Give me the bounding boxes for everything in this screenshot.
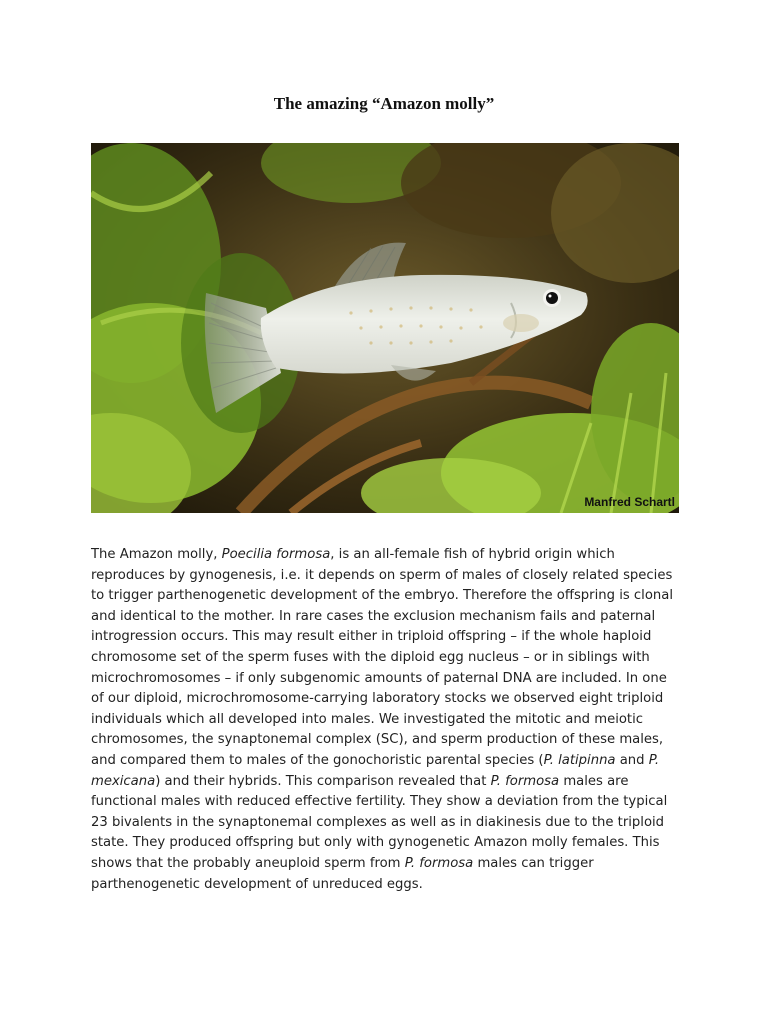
amazon-molly-photo — [91, 143, 679, 513]
species-name: P. mexicana — [91, 752, 660, 789]
text-segment: , is an all-female fish of hybrid origin which reproduces by gynogenesis, i.e. it depends on sperm of males of closely related species to trigger parthenogenetic development of the embryo. Therefore the offspring is clonal and identical to the mother. In rare cases the exclusion mechanism fails and paternal introgression occurs. This may result either in triploid offspring – if the whole haploid chromosome set of the sperm fuses with the diploid egg nucleus – or in siblings with microchromosomes – if only subgenomic amounts of paternal DNA are included. In one of our diploid, microchromosome-carrying laboratory stocks we observed eight triploid individuals which all developed into males. We investigated the mitotic and meiotic chromosomes, the synaptonemal complex (SC), and sperm production of these males, and compared them to males of the gonochoristic parental species ( — [91, 547, 674, 768]
species-name: P. formosa — [404, 855, 474, 871]
text-segment: ) and their hybrids. This comparison revealed that — [155, 773, 491, 789]
text-segment: males can trigger parthenogenetic development of unreduced eggs. — [91, 855, 594, 892]
text-segment: and — [615, 752, 649, 768]
species-name: P. formosa — [490, 773, 560, 789]
text-segment: The Amazon molly, — [91, 547, 222, 562]
fish-illustration — [91, 143, 679, 513]
abstract-paragraph — [91, 545, 681, 895]
page-title: The amazing “Amazon molly” — [273, 94, 495, 113]
text-segment: males are functional males with reduced effective fertility. They show a deviation from the typical 23 bivalents in the synaptonemal complexes as well as in diakinesis due to the triploid state. They produced offspring but only with gynogenetic Amazon molly females. This shows that the probably aneuploid sperm from — [91, 773, 668, 871]
species-name: Poecilia formosa — [221, 547, 331, 562]
photo-credit: Manfred Schartl — [584, 495, 675, 509]
species-name: P. latipinna — [543, 752, 616, 768]
